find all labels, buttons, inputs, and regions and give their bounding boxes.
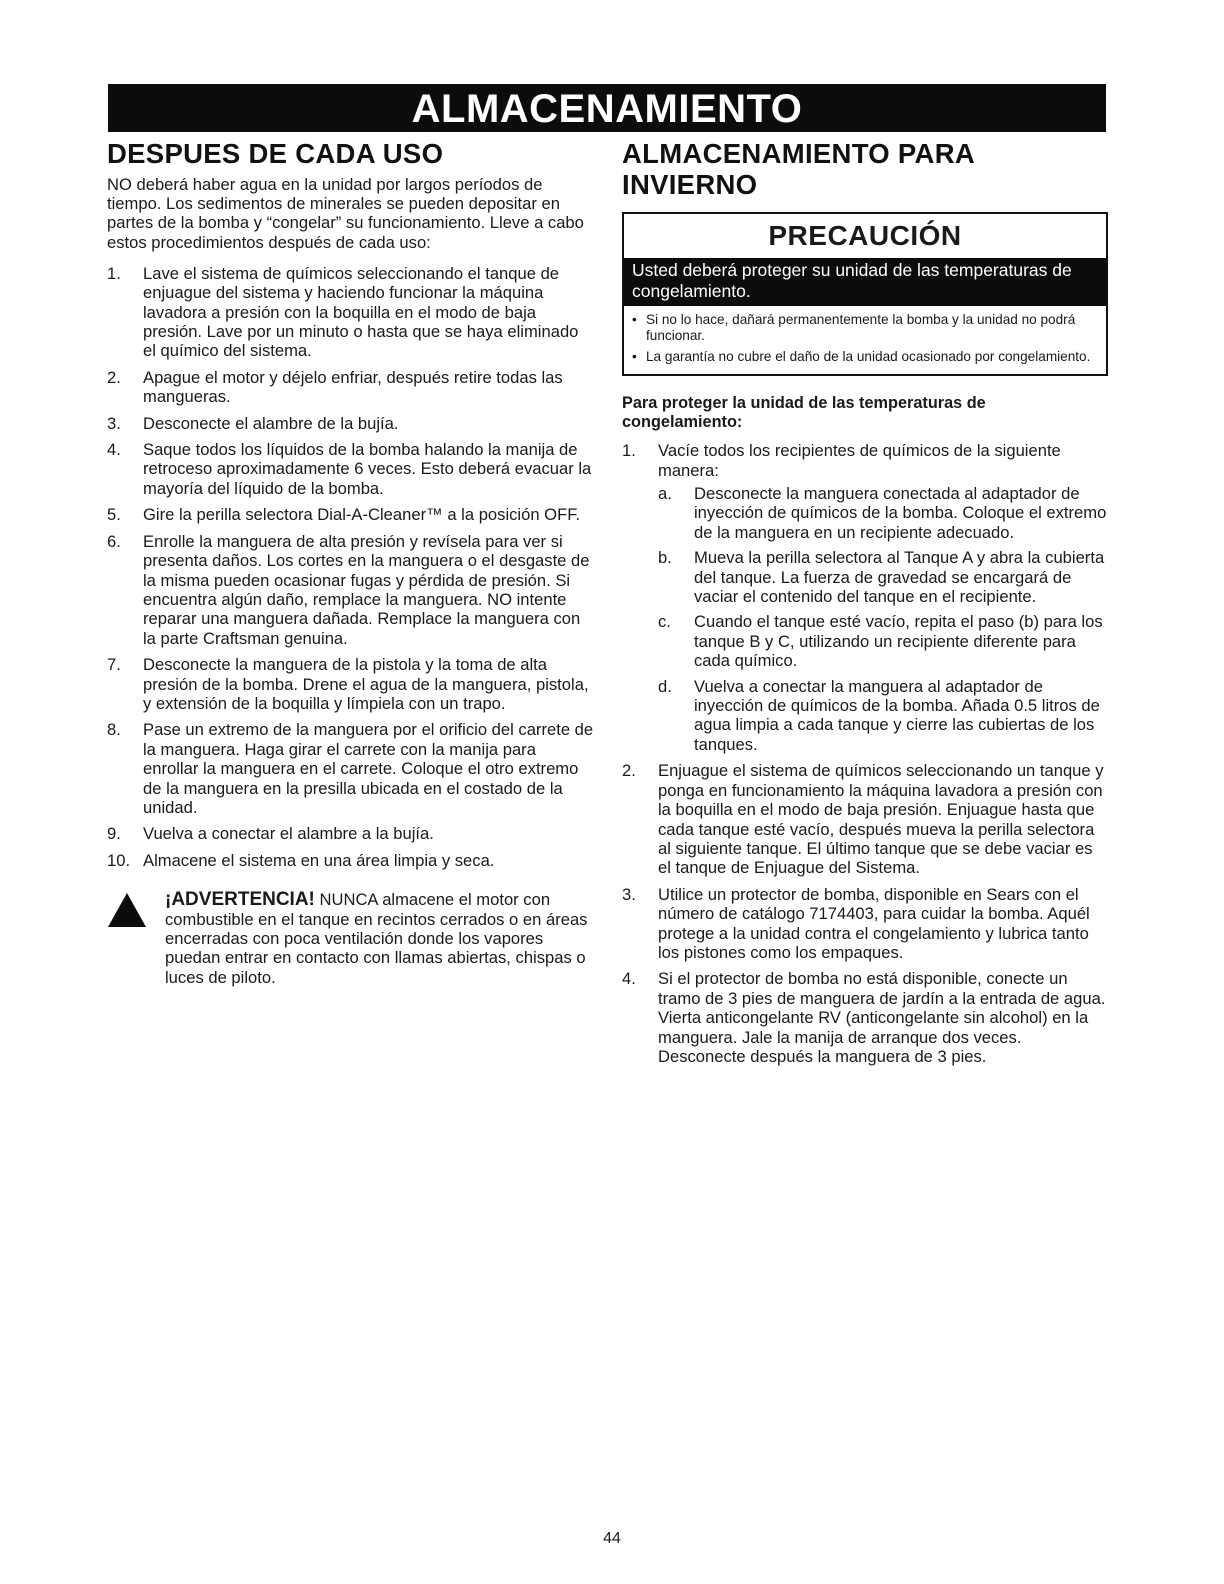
caution-title: PRECAUCIÓN bbox=[768, 220, 962, 251]
step-text: Almacene el sistema en una área limpia y seca. bbox=[143, 850, 495, 870]
list-item bbox=[622, 885, 1108, 963]
step-letter: a. bbox=[658, 484, 672, 503]
step-number: 5. bbox=[107, 505, 121, 525]
step-text: Utilice un protector de bomba, disponible en Sears con el número de catálogo 7174403, para cuidar la bomba. Aquél protege a la unidad contra el congelamiento y lubrica tanto los pistones como los empaques. bbox=[658, 884, 1090, 962]
step-text: Si el protector de bomba no está disponible, conecte un tramo de 3 pies de manguera de jardín a la entrada de agua. Vierta anticongelante RV (anticongelante sin alcohol) en la manguera. Jale la manija de arranque dos veces. Desconecte después la manguera de 3 pies. bbox=[658, 969, 1106, 1066]
list-item bbox=[107, 720, 595, 817]
step-text: Pase un extremo de la manguera por el orificio del carrete de la manguera. Haga girar el carrete con la manija para enrollar la manguera en el carrete. Coloque el otro extremo de la manguera en la presilla ubicada en el costado de la unidad. bbox=[143, 720, 594, 817]
step-number: 7. bbox=[107, 655, 121, 675]
step-text: Cuando el tanque esté vacío, repita el paso (b) para los tanque B y C, utilizando un recipiente diferente para cada químico. bbox=[694, 612, 1103, 671]
step-text: Vuelva a conectar la manguera al adaptador de inyección de químicos de la bomba. Añada 0.5 litros de agua limpia a cada tanque y cierre las cubiertas de los tanques. bbox=[694, 676, 1100, 754]
list-item bbox=[107, 532, 595, 648]
list-item bbox=[658, 548, 1108, 606]
step-text: Enjuague el sistema de químicos seleccionando un tanque y ponga en funcionamiento la máquina lavadora a presión con la boquilla en el modo de baja presión. Enjuague hasta que cada tanque esté vacío, después mueva la perilla selectora al siguiente tanque. El último tanque que se debe vaciar es el tanque de Enjuague del Sistema. bbox=[658, 761, 1104, 878]
step-text: Gire la perilla selectora Dial-A-Cleaner™ a la posición OFF. bbox=[143, 505, 581, 525]
step-number: 10. bbox=[107, 850, 131, 870]
step-number: 9. bbox=[107, 824, 121, 844]
list-item bbox=[622, 761, 1108, 877]
step-number: 1. bbox=[622, 441, 636, 461]
step-number: 2. bbox=[107, 367, 121, 387]
heading-line: INVIERNO bbox=[622, 169, 758, 200]
step-number: 4. bbox=[622, 969, 636, 989]
step-number: 3. bbox=[622, 884, 636, 904]
section-banner: ALMACENAMIENTO bbox=[108, 84, 1106, 132]
warning-block bbox=[107, 890, 595, 987]
winter-storage-heading bbox=[622, 138, 1108, 200]
bullet-text: La garantía no cubre el daño de la unidad ocasionado por congelamiento. bbox=[646, 349, 1091, 364]
list-item bbox=[658, 484, 1108, 542]
after-use-heading: DESPUES DE CADA USO bbox=[107, 138, 444, 169]
step-letter: b. bbox=[658, 548, 672, 568]
left-column bbox=[107, 138, 595, 987]
warning-triangle-icon bbox=[107, 892, 147, 928]
list-item bbox=[107, 851, 595, 870]
after-use-intro: NO deberá haber agua en la unidad por largos períodos de tiempo. Los sedimentos de minerales se pueden depositar en partes de la bomba y “congelar” su funcionamiento. Lleve a cabo estos procedimientos después de cada uso: bbox=[107, 175, 584, 252]
step-letter: c. bbox=[658, 612, 671, 632]
step-text: Desconecte la manguera conectada al adaptador de inyección de químicos de la bomba. Coloque el extremo de la manguera en un recipiente adecuado. bbox=[694, 484, 1107, 542]
list-item bbox=[107, 368, 595, 407]
warning-lead: ¡ADVERTENCIA! bbox=[165, 889, 315, 911]
caution-box bbox=[622, 212, 1108, 376]
step-number: 8. bbox=[107, 720, 121, 740]
list-item bbox=[107, 414, 595, 433]
step-letter: d. bbox=[658, 676, 672, 696]
step-number: 4. bbox=[107, 440, 121, 460]
step-text: Desconecte la manguera de la pistola y la toma de alta presión de la bomba. Drene el agua de la manguera, pistola, y extensión de la boquilla y límpiela con un trapo. bbox=[143, 655, 589, 713]
step-text: Saque todos los líquidos de la bomba halando la manija de retroceso aproximadamente 6 veces. Esto deberá evacuar la mayoría del líquido de la bomba. bbox=[143, 440, 592, 498]
step-text: Lave el sistema de químicos seleccionando el tanque de enjuague del sistema y haciendo funcionar la máquina lavadora a presión con la boquilla en el modo de baja presión. Lave por un minuto o hasta que se haya eliminado el químico del sistema. bbox=[143, 263, 579, 361]
heading-line: ALMACENAMIENTO PARA bbox=[622, 138, 976, 169]
page-number: 44 bbox=[603, 1530, 621, 1547]
list-item bbox=[622, 969, 1108, 1066]
list-item bbox=[107, 440, 595, 498]
list-item bbox=[658, 612, 1108, 670]
step-text: Apague el motor y déjelo enfriar, después retire todas las mangueras. bbox=[143, 367, 563, 407]
list-item bbox=[107, 655, 595, 713]
step-text: Enrolle la manguera de alta presión y revísela para ver si presenta daños. Los cortes en la manguera o el desgaste de la misma pueden ocasionar fugas y pérdida de presión. Si encuentra algún daño, remplace la manguera. NO intente reparar una manguera dañada. Remplace la manguera con la parte Craftsman genuina. bbox=[143, 531, 590, 648]
list-item bbox=[107, 264, 595, 361]
step-text: Desconecte el alambre de la bujía. bbox=[143, 413, 399, 433]
right-column bbox=[622, 138, 1108, 1073]
winter-steps bbox=[622, 441, 1108, 1066]
caution-band: Usted deberá proteger su unidad de las temperaturas de congelamiento. bbox=[624, 258, 1106, 306]
step-text: Mueva la perilla selectora al Tanque A y abra la cubierta del tanque. La fuerza de gravedad se encargará de vaciar el contenido del tanque en el recipiente. bbox=[694, 548, 1105, 607]
bullet-text: Si no lo hace, dañará permanentemente la bomba y la unidad no podrá funcionar. bbox=[646, 312, 1076, 343]
list-item bbox=[632, 349, 1096, 365]
list-item bbox=[107, 505, 595, 524]
step-number: 2. bbox=[622, 761, 636, 781]
after-use-steps bbox=[107, 264, 595, 870]
step-text: Vuelva a conectar el alambre a la bujía. bbox=[143, 824, 434, 844]
bullet-icon: • bbox=[632, 312, 637, 327]
sub-steps bbox=[658, 484, 1108, 754]
list-item bbox=[107, 824, 595, 843]
caution-bullets bbox=[624, 306, 1106, 374]
step-number: 1. bbox=[107, 263, 121, 283]
list-item bbox=[632, 312, 1096, 344]
bullet-icon: • bbox=[632, 349, 637, 364]
step-number: 6. bbox=[107, 531, 121, 551]
list-item bbox=[658, 677, 1108, 755]
list-item bbox=[622, 441, 1108, 754]
warning-text: NUNCA almacene el motor con combustible en el tanque en recintos cerrados o en áreas encerradas con poca ventilación donde los vapores puedan entrar en contacto con llamas abiertas, chispas o luces de piloto. bbox=[165, 890, 588, 987]
step-number: 3. bbox=[107, 413, 121, 433]
protect-heading: Para proteger la unidad de las temperaturas de congelamiento: bbox=[622, 394, 986, 431]
step-text: Vacíe todos los recipientes de químicos de la siguiente manera: bbox=[658, 441, 1061, 480]
